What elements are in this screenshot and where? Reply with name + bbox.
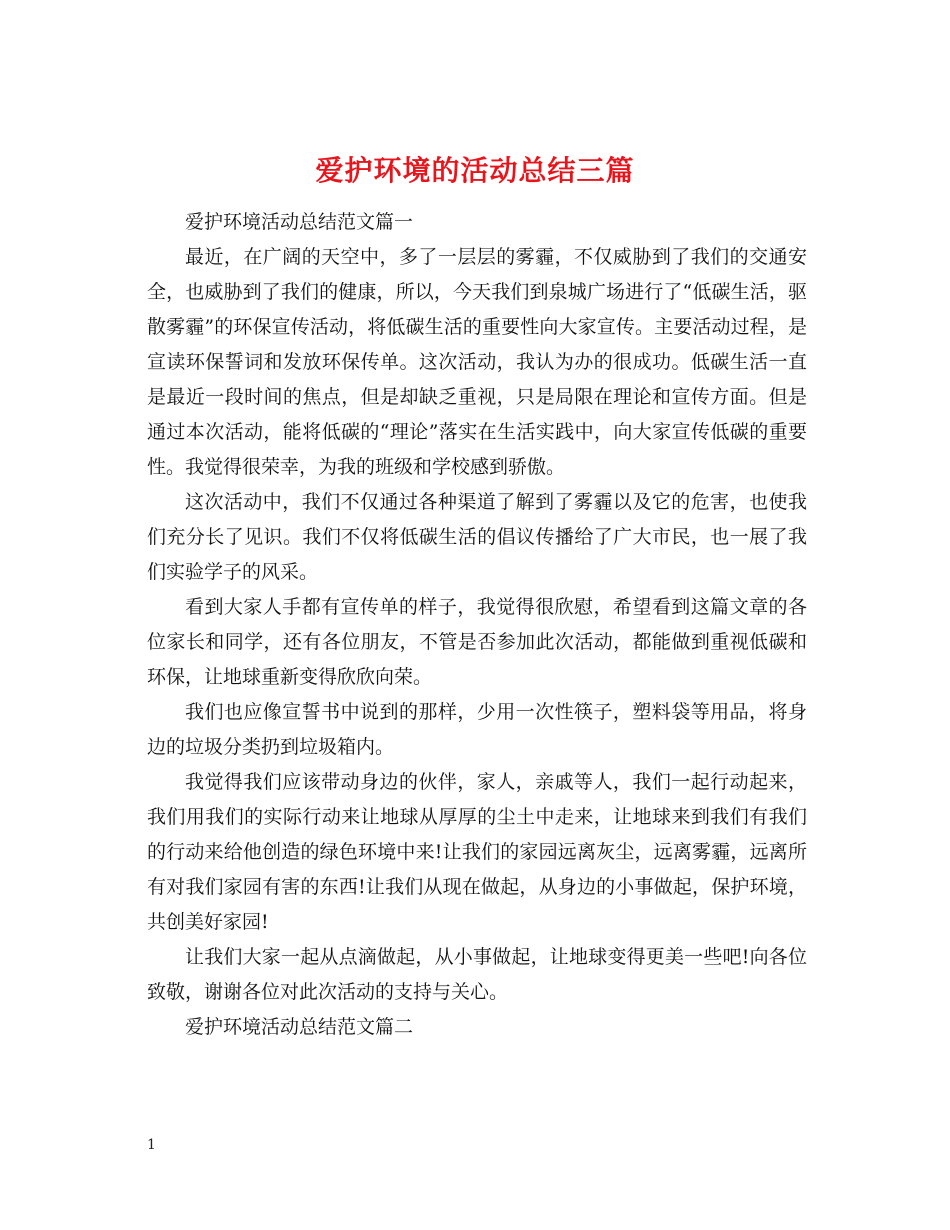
section-heading-1: 爱护环境活动总结范文篇一: [185, 211, 414, 233]
section-heading-2: 爱护环境活动总结范文篇二: [185, 1016, 414, 1038]
paragraph-6: 让我们大家一起从点滴做起，从小事做起，让地球变得更美一些吧!向各位致敬，谢谢各位对此次活动的支持与关心。: [147, 946, 807, 1003]
paragraph-2: 这次活动中，我们不仅通过各种渠道了解到了雾霾以及它的危害，也使我们充分长了见识。我们不仅将低碳生活的倡议传播给了广大市民，也一展了我们实验学子的风采。: [147, 491, 807, 583]
paragraph-1: 最近，在广阔的天空中，多了一层层的雾霾，不仅威胁到了我们的交通安全，也威胁到了我们的健康，所以，今天我们到泉城广场进行了“低碳生活，驱散雾霾”的环保宣传活动，将低碳生活的重要性向大家宣传。主要活动过程，是宣读环保誓词和发放环保传单。这次活动，我认为办的很成功。低碳生活一直是最近一段时间的焦点，但是却缺乏重视，只是局限在理论和宣传方面。但是通过本次活动，能将低碳的“理论”落实在生活实践中，向大家宣传低碳的重要性。我觉得很荣幸，为我的班级和学校感到骄傲。: [147, 246, 807, 478]
document-title: 爱护环境的活动总结三篇: [315, 153, 635, 187]
page-number: 1: [147, 1137, 156, 1153]
paragraph-3: 看到大家人手都有宣传单的样子，我觉得很欣慰，希望看到这篇文章的各位家长和同学，还有各位朋友，不管是否参加此次活动，都能做到重视低碳和环保，让地球重新变得欣欣向荣。: [147, 596, 807, 688]
paragraph-4: 我们也应像宣誓书中说到的那样，少用一次性筷子，塑料袋等用品，将身边的垃圾分类扔到垃圾箱内。: [147, 701, 807, 758]
paragraph-5: 我觉得我们应该带动身边的伙伴，家人，亲戚等人，我们一起行动起来，我们用我们的实际行动来让地球从厚厚的尘土中走来，让地球来到我们有我们的行动来给他创造的绿色环境中来!让我们的家园远离灰尘，远离雾霾，远离所有对我们家园有害的东西!让我们从现在做起，从身边的小事做起，保护环境，共创美好家园!: [147, 771, 807, 933]
document-body: [147, 205, 807, 1045]
